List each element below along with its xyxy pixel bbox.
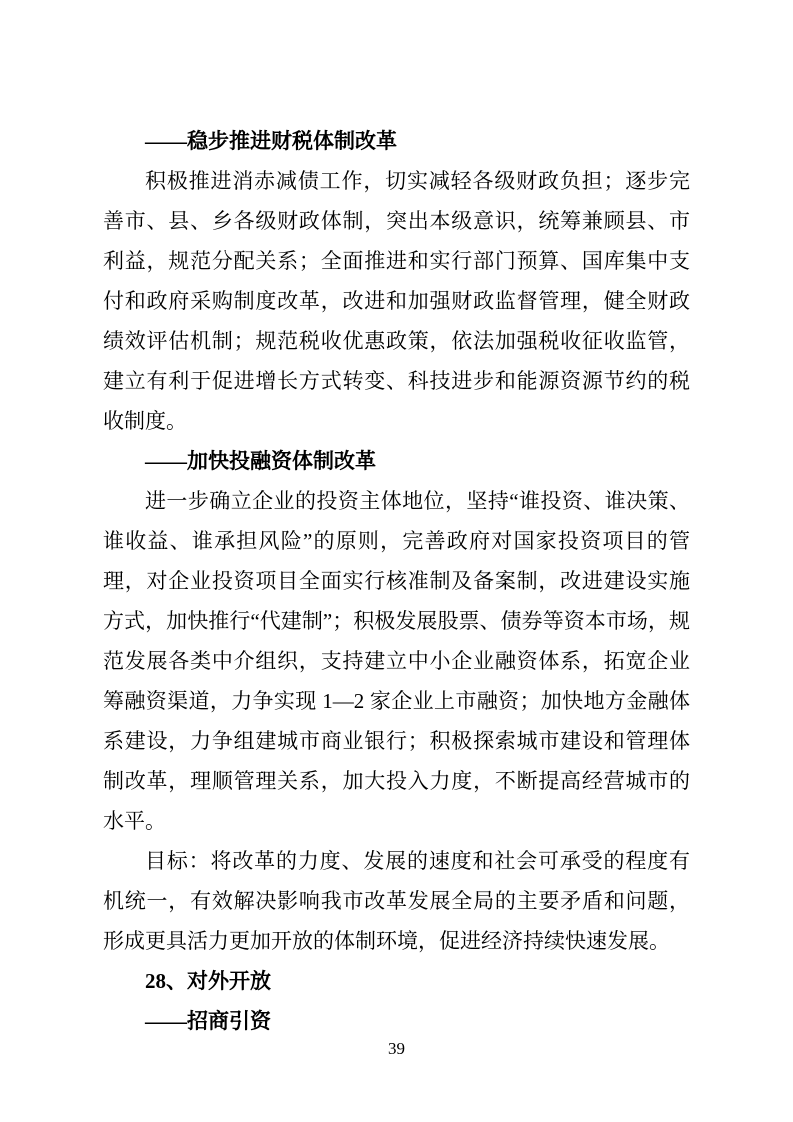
paragraph-fiscal-tax-reform: 积极推进消赤减债工作，切实减轻各级财政负担；逐步完善市、县、乡各级财政体制，突出本级意识，统筹兼顾县、市利益，规范分配关系；全面推进和实行部门预算、国库集中支付和政府采购制度改革，改进和加强财政监督管理，健全财政绩效评估机制；规范税收优惠政策，依法加强税收征收监管，建立有利于促进增长方式转变、科技进步和能源资源节约的税收制度。 (103, 169, 690, 433)
document-content (103, 121, 690, 1041)
page-number: 39 (388, 1039, 405, 1058)
section-heading-investment-attraction: ——招商引资 (145, 1009, 271, 1033)
paragraph-reform-goal: 目标：将改革的力度、发展的速度和社会可承受的程度有机统一，有效解决影响我市改革发展全局的主要矛盾和问题，形成更具活力更加开放的体制环境，促进经济持续快速发展。 (103, 849, 690, 953)
paragraph-investment-financing-reform: 进一步确立企业的投资主体地位，坚持“谁投资、谁决策、谁收益、谁承担风险”的原则，完善政府对国家投资项目的管理，对企业投资项目全面实行核准制及备案制，改进建设实施方式，加快推行“代建制”；积极发展股票、债券等资本市场，规范发展各类中介组织，支持建立中小企业融资体系，拓宽企业筹融资渠道，力争实现 1—2 家企业上市融资；加快地方金融体系建设，力争组建城市商业银行；积极探索城市建设和管理体制改革，理顺管理关系，加大投入力度，不断提高经营城市的水平。 (103, 489, 690, 833)
section-heading-investment-financing-reform: ——加快投融资体制改革 (145, 449, 376, 473)
section-heading-fiscal-tax-reform: ——稳步推进财税体制改革 (145, 129, 397, 153)
section-heading-opening-up: 28、对外开放 (145, 969, 271, 993)
